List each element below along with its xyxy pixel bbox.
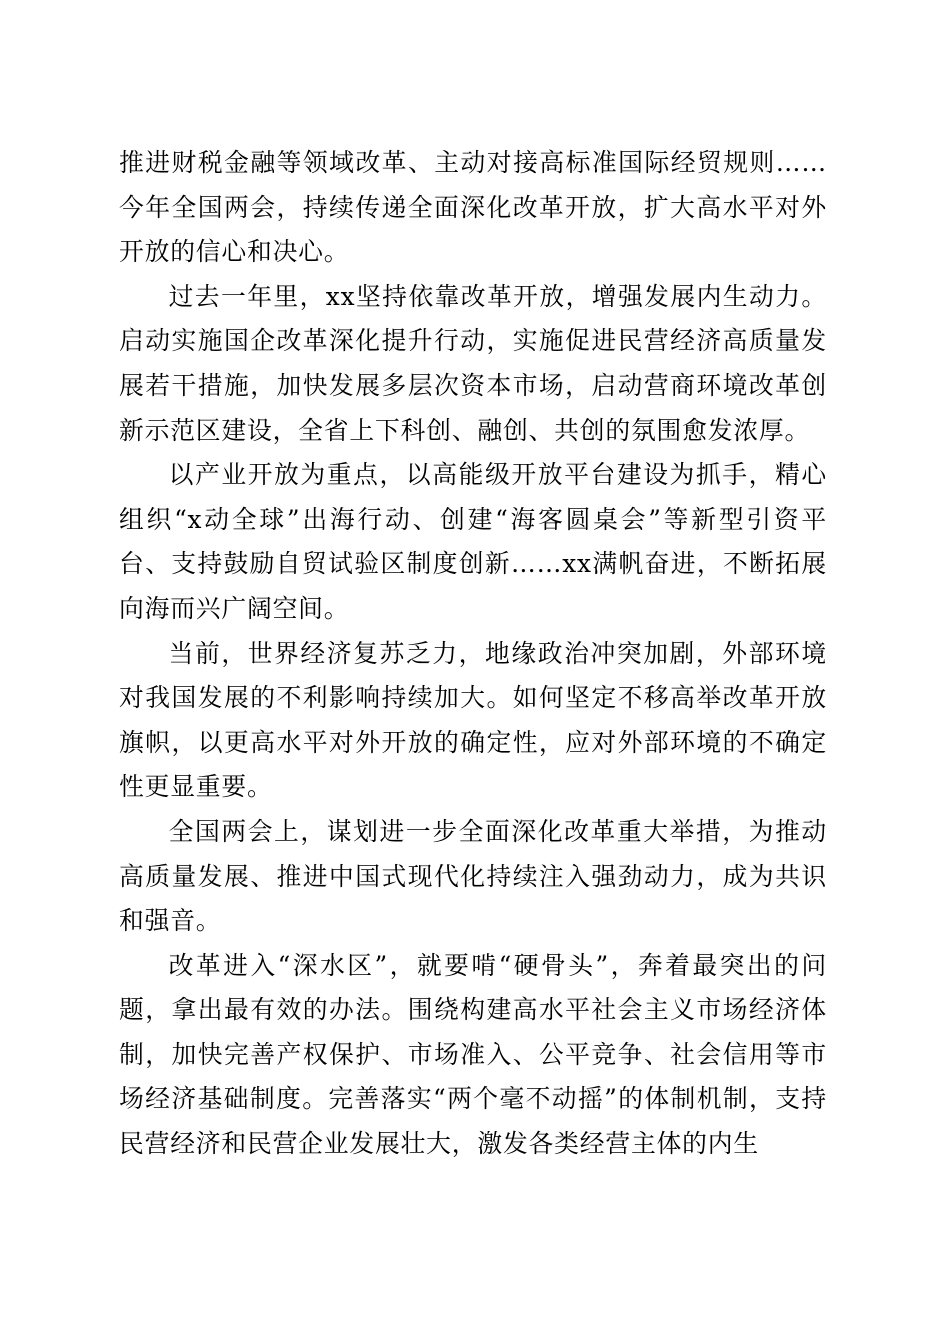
paragraph-1: 推进财税金融等领域改革、主动对接高标准国际经贸规则……今年全国两会，持续传递全面深化改革开放，扩大高水平对外开放的信心和决心。: [119, 148, 827, 267]
paragraph-2: 过去一年里，xx坚持依靠改革开放，增强发展内生动力。启动实施国企改革深化提升行动，实施促进民营经济高质量发展若干措施，加快发展多层次资本市场，启动营商环境改革创新示范区建设，全省上下科创、融创、共创的氛围愈发浓厚。: [119, 281, 827, 445]
paragraph-4: 当前，世界经济复苏乏力，地缘政治冲突加剧，外部环境对我国发展的不利影响持续加大。如何坚定不移高举改革开放旗帜，以更高水平对外开放的确定性，应对外部环境的不确定性更显重要。: [119, 638, 827, 802]
paragraph-6: 改革进入“深水区”，就要啃“硬骨头”，奔着最突出的问题，拿出最有效的办法。围绕构建高水平社会主义市场经济体制，加快完善产权保护、市场准入、公平竞争、社会信用等市场经济基础制度。完善落实“两个毫不动摇”的体制机制，支持民营经济和民营企业发展壮大，激发各类经营主体的内生: [119, 950, 827, 1159]
paragraph-5: 全国两会上，谋划进一步全面深化改革重大举措，为推动高质量发展、推进中国式现代化持续注入强劲动力，成为共识和强音。: [119, 816, 827, 936]
paragraph-3: 以产业开放为重点，以高能级开放平台建设为抓手，精心组织“x动全球”出海行动、创建“海客圆桌会”等新型引资平台、支持鼓励自贸试验区制度创新……xx满帆奋进，不断拓展向海而兴广阔空间。: [119, 460, 827, 623]
document-body: [119, 141, 827, 1167]
